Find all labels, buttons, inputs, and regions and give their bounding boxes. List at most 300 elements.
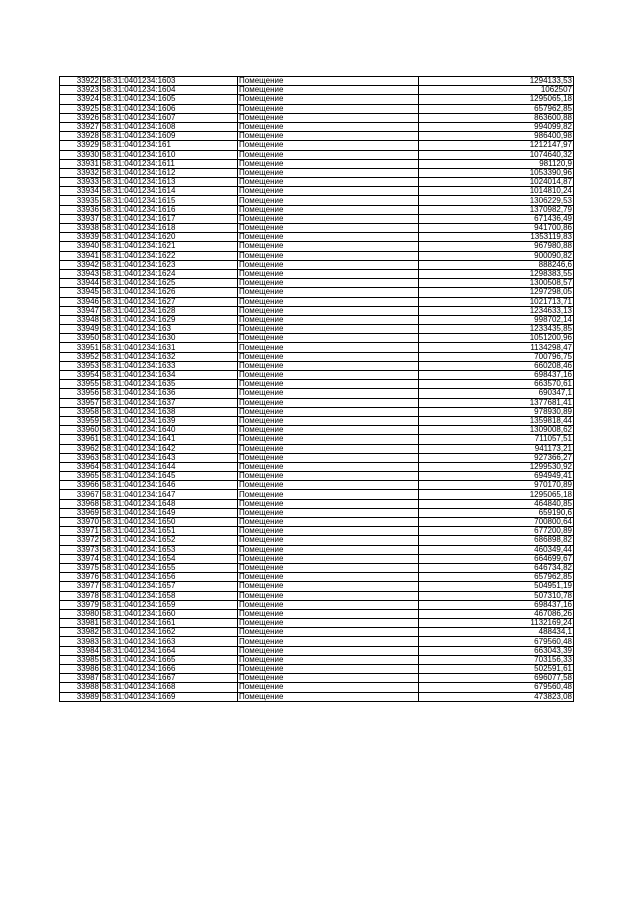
object-type-cell: Помещение bbox=[238, 600, 419, 609]
cadastral-number-cell: 58:31:0401234:1603 bbox=[101, 77, 238, 86]
object-type-cell: Помещение bbox=[238, 462, 419, 471]
table-row bbox=[60, 132, 574, 141]
row-number-cell: 33973 bbox=[60, 545, 101, 554]
cadastral-number-cell: 58:31:0401234:1641 bbox=[101, 435, 238, 444]
cadastral-number-cell: 58:31:0401234:1664 bbox=[101, 646, 238, 655]
object-type-cell: Помещение bbox=[238, 233, 419, 242]
table-row bbox=[60, 150, 574, 159]
object-type-cell: Помещение bbox=[238, 499, 419, 508]
cadastral-value-cell: 1298383,55 bbox=[419, 269, 574, 278]
object-type-cell: Помещение bbox=[238, 334, 419, 343]
object-type-cell: Помещение bbox=[238, 674, 419, 683]
row-number-cell: 33924 bbox=[60, 95, 101, 104]
row-number-cell: 33983 bbox=[60, 637, 101, 646]
cadastral-value-cell: 671436,49 bbox=[419, 214, 574, 223]
row-number-cell: 33944 bbox=[60, 279, 101, 288]
cadastral-number-cell: 58:31:0401234:1642 bbox=[101, 444, 238, 453]
cadastral-value-cell: 698437,16 bbox=[419, 600, 574, 609]
table-row bbox=[60, 297, 574, 306]
cadastral-number-cell: 58:31:0401234:1631 bbox=[101, 343, 238, 352]
row-number-cell: 33923 bbox=[60, 86, 101, 95]
cadastral-value-cell: 1234633,13 bbox=[419, 306, 574, 315]
cadastral-value-cell: 1024014,87 bbox=[419, 178, 574, 187]
table-row bbox=[60, 609, 574, 618]
table-row bbox=[60, 288, 574, 297]
object-type-cell: Помещение bbox=[238, 426, 419, 435]
cadastral-number-cell: 58:31:0401234:1653 bbox=[101, 545, 238, 554]
object-type-cell: Помещение bbox=[238, 288, 419, 297]
cadastral-value-cell: 664699,67 bbox=[419, 554, 574, 563]
table-row bbox=[60, 196, 574, 205]
cadastral-value-cell: 677200,89 bbox=[419, 527, 574, 536]
row-number-cell: 33979 bbox=[60, 600, 101, 609]
table-row bbox=[60, 646, 574, 655]
object-type-cell: Помещение bbox=[238, 683, 419, 692]
cadastral-number-cell: 58:31:0401234:1628 bbox=[101, 306, 238, 315]
cadastral-number-cell: 58:31:0401234:1607 bbox=[101, 113, 238, 122]
table-row bbox=[60, 306, 574, 315]
cadastral-value-cell: 700800,64 bbox=[419, 518, 574, 527]
object-type-cell: Помещение bbox=[238, 554, 419, 563]
table-row bbox=[60, 334, 574, 343]
cadastral-value-cell: 1051200,96 bbox=[419, 334, 574, 343]
table-row bbox=[60, 343, 574, 352]
table-row bbox=[60, 168, 574, 177]
table-row bbox=[60, 435, 574, 444]
cadastral-number-cell: 58:31:0401234:1624 bbox=[101, 269, 238, 278]
object-type-cell: Помещение bbox=[238, 205, 419, 214]
table-row bbox=[60, 279, 574, 288]
cadastral-number-cell: 58:31:0401234:1652 bbox=[101, 536, 238, 545]
cadastral-value-cell: 686898,82 bbox=[419, 536, 574, 545]
cadastral-number-cell: 58:31:0401234:1651 bbox=[101, 527, 238, 536]
row-number-cell: 33939 bbox=[60, 233, 101, 242]
row-number-cell: 33963 bbox=[60, 453, 101, 462]
cadastral-value-cell: 660208,46 bbox=[419, 361, 574, 370]
cadastral-number-cell: 58:31:0401234:1654 bbox=[101, 554, 238, 563]
row-number-cell: 33930 bbox=[60, 150, 101, 159]
row-number-cell: 33940 bbox=[60, 242, 101, 251]
object-type-cell: Помещение bbox=[238, 508, 419, 517]
cadastral-value-cell: 1370982,79 bbox=[419, 205, 574, 214]
row-number-cell: 33922 bbox=[60, 77, 101, 86]
object-type-cell: Помещение bbox=[238, 113, 419, 122]
object-type-cell: Помещение bbox=[238, 196, 419, 205]
table-row bbox=[60, 407, 574, 416]
object-type-cell: Помещение bbox=[238, 159, 419, 168]
cadastral-number-cell: 58:31:0401234:1663 bbox=[101, 637, 238, 646]
cadastral-value-cell: 646734,82 bbox=[419, 563, 574, 572]
table-row bbox=[60, 389, 574, 398]
row-number-cell: 33984 bbox=[60, 646, 101, 655]
table-row bbox=[60, 665, 574, 674]
cadastral-value-cell: 1074640,32 bbox=[419, 150, 574, 159]
object-type-cell: Помещение bbox=[238, 187, 419, 196]
table-row bbox=[60, 205, 574, 214]
cadastral-number-cell: 58:31:0401234:1647 bbox=[101, 490, 238, 499]
table-row bbox=[60, 490, 574, 499]
table-row bbox=[60, 600, 574, 609]
table-row bbox=[60, 472, 574, 481]
cadastral-number-cell: 58:31:0401234:1629 bbox=[101, 315, 238, 324]
table-row bbox=[60, 315, 574, 324]
object-type-cell: Помещение bbox=[238, 306, 419, 315]
object-type-cell: Помещение bbox=[238, 481, 419, 490]
cadastral-value-cell: 663043,39 bbox=[419, 646, 574, 655]
cadastral-number-cell: 58:31:0401234:1635 bbox=[101, 380, 238, 389]
row-number-cell: 33954 bbox=[60, 371, 101, 380]
row-number-cell: 33967 bbox=[60, 490, 101, 499]
cadastral-value-cell: 1021713,71 bbox=[419, 297, 574, 306]
cadastral-number-cell: 58:31:0401234:1658 bbox=[101, 591, 238, 600]
table-row bbox=[60, 260, 574, 269]
table-row bbox=[60, 380, 574, 389]
cadastral-number-cell: 58:31:0401234:1620 bbox=[101, 233, 238, 242]
cadastral-number-cell: 58:31:0401234:1669 bbox=[101, 692, 238, 701]
cadastral-value-cell: 711057,51 bbox=[419, 435, 574, 444]
table-row bbox=[60, 683, 574, 692]
cadastral-value-cell: 464840,85 bbox=[419, 499, 574, 508]
cadastral-number-cell: 58:31:0401234:1639 bbox=[101, 416, 238, 425]
cadastral-number-cell: 58:31:0401234:1633 bbox=[101, 361, 238, 370]
cadastral-value-cell: 473823,08 bbox=[419, 692, 574, 701]
row-number-cell: 33953 bbox=[60, 361, 101, 370]
cadastral-value-cell: 657962,85 bbox=[419, 104, 574, 113]
row-number-cell: 33969 bbox=[60, 508, 101, 517]
cadastral-value-cell: 502591,61 bbox=[419, 665, 574, 674]
object-type-cell: Помещение bbox=[238, 371, 419, 380]
cadastral-value-cell: 698437,16 bbox=[419, 371, 574, 380]
cadastral-number-cell: 58:31:0401234:1646 bbox=[101, 481, 238, 490]
row-number-cell: 33987 bbox=[60, 674, 101, 683]
cadastral-number-cell: 58:31:0401234:1668 bbox=[101, 683, 238, 692]
row-number-cell: 33951 bbox=[60, 343, 101, 352]
cadastral-value-cell: 694949,41 bbox=[419, 472, 574, 481]
cadastral-value-cell: 941700,86 bbox=[419, 224, 574, 233]
table-row bbox=[60, 554, 574, 563]
cadastral-value-cell: 1132169,24 bbox=[419, 619, 574, 628]
cadastral-number-cell: 58:31:0401234:1645 bbox=[101, 472, 238, 481]
cadastral-value-cell: 970170,89 bbox=[419, 481, 574, 490]
row-number-cell: 33980 bbox=[60, 609, 101, 618]
table-row bbox=[60, 692, 574, 701]
row-number-cell: 33947 bbox=[60, 306, 101, 315]
cadastral-value-cell: 986400,98 bbox=[419, 132, 574, 141]
table-row bbox=[60, 536, 574, 545]
table-row bbox=[60, 86, 574, 95]
row-number-cell: 33942 bbox=[60, 260, 101, 269]
cadastral-value-cell: 467086,26 bbox=[419, 609, 574, 618]
object-type-cell: Помещение bbox=[238, 609, 419, 618]
table-row bbox=[60, 619, 574, 628]
object-type-cell: Помещение bbox=[238, 380, 419, 389]
table-row bbox=[60, 453, 574, 462]
row-number-cell: 33935 bbox=[60, 196, 101, 205]
row-number-cell: 33929 bbox=[60, 141, 101, 150]
cadastral-number-cell: 58:31:0401234:1625 bbox=[101, 279, 238, 288]
cadastral-number-cell: 58:31:0401234:1618 bbox=[101, 224, 238, 233]
cadastral-number-cell: 58:31:0401234:1655 bbox=[101, 563, 238, 572]
table-row bbox=[60, 591, 574, 600]
table-row bbox=[60, 187, 574, 196]
object-type-cell: Помещение bbox=[238, 122, 419, 131]
cadastral-number-cell: 58:31:0401234:1610 bbox=[101, 150, 238, 159]
cadastral-value-cell: 998702,14 bbox=[419, 315, 574, 324]
cadastral-number-cell: 58:31:0401234:1649 bbox=[101, 508, 238, 517]
object-type-cell: Помещение bbox=[238, 224, 419, 233]
cadastral-value-cell: 659190,6 bbox=[419, 508, 574, 517]
cadastral-value-cell: 1134298,47 bbox=[419, 343, 574, 352]
cadastral-value-cell: 941173,21 bbox=[419, 444, 574, 453]
row-number-cell: 33945 bbox=[60, 288, 101, 297]
row-number-cell: 33949 bbox=[60, 325, 101, 334]
object-type-cell: Помещение bbox=[238, 242, 419, 251]
cadastral-number-cell: 58:31:0401234:1662 bbox=[101, 628, 238, 637]
cadastral-number-cell: 58:31:0401234:1617 bbox=[101, 214, 238, 223]
cadastral-value-cell: 679560,48 bbox=[419, 683, 574, 692]
row-number-cell: 33950 bbox=[60, 334, 101, 343]
object-type-cell: Помещение bbox=[238, 178, 419, 187]
row-number-cell: 33978 bbox=[60, 591, 101, 600]
object-type-cell: Помещение bbox=[238, 646, 419, 655]
row-number-cell: 33971 bbox=[60, 527, 101, 536]
row-number-cell: 33966 bbox=[60, 481, 101, 490]
row-number-cell: 33941 bbox=[60, 251, 101, 260]
row-number-cell: 33962 bbox=[60, 444, 101, 453]
object-type-cell: Помещение bbox=[238, 104, 419, 113]
table-row bbox=[60, 269, 574, 278]
table-row bbox=[60, 251, 574, 260]
object-type-cell: Помещение bbox=[238, 269, 419, 278]
object-type-cell: Помещение bbox=[238, 692, 419, 701]
row-number-cell: 33975 bbox=[60, 563, 101, 572]
object-type-cell: Помещение bbox=[238, 453, 419, 462]
table-row bbox=[60, 426, 574, 435]
row-number-cell: 33937 bbox=[60, 214, 101, 223]
object-type-cell: Помещение bbox=[238, 251, 419, 260]
row-number-cell: 33982 bbox=[60, 628, 101, 637]
table-row bbox=[60, 95, 574, 104]
row-number-cell: 33943 bbox=[60, 269, 101, 278]
cadastral-value-cell: 981120,9 bbox=[419, 159, 574, 168]
cadastral-number-cell: 58:31:0401234:1640 bbox=[101, 426, 238, 435]
row-number-cell: 33948 bbox=[60, 315, 101, 324]
cadastral-number-cell: 58:31:0401234:1650 bbox=[101, 518, 238, 527]
cadastral-number-cell: 58:31:0401234:163 bbox=[101, 325, 238, 334]
row-number-cell: 33989 bbox=[60, 692, 101, 701]
cadastral-value-cell: 679560,48 bbox=[419, 637, 574, 646]
table-row bbox=[60, 582, 574, 591]
cadastral-value-cell: 1212147,97 bbox=[419, 141, 574, 150]
object-type-cell: Помещение bbox=[238, 637, 419, 646]
cadastral-number-cell: 58:31:0401234:1621 bbox=[101, 242, 238, 251]
cadastral-number-cell: 58:31:0401234:1659 bbox=[101, 600, 238, 609]
row-number-cell: 33974 bbox=[60, 554, 101, 563]
cadastral-value-cell: 978930,89 bbox=[419, 407, 574, 416]
cadastral-number-cell: 58:31:0401234:1666 bbox=[101, 665, 238, 674]
table-row bbox=[60, 113, 574, 122]
object-type-cell: Помещение bbox=[238, 325, 419, 334]
cadastral-number-cell: 58:31:0401234:1609 bbox=[101, 132, 238, 141]
cadastral-value-cell: 657962,85 bbox=[419, 573, 574, 582]
cadastral-value-cell: 1294133,53 bbox=[419, 77, 574, 86]
table-row bbox=[60, 361, 574, 370]
cadastral-number-cell: 58:31:0401234:161 bbox=[101, 141, 238, 150]
table-row bbox=[60, 77, 574, 86]
cadastral-value-cell: 1377681,41 bbox=[419, 398, 574, 407]
object-type-cell: Помещение bbox=[238, 352, 419, 361]
object-type-cell: Помещение bbox=[238, 315, 419, 324]
object-type-cell: Помещение bbox=[238, 86, 419, 95]
cadastral-value-cell: 488434,1 bbox=[419, 628, 574, 637]
cadastral-value-cell: 994099,82 bbox=[419, 122, 574, 131]
object-type-cell: Помещение bbox=[238, 563, 419, 572]
row-number-cell: 33934 bbox=[60, 187, 101, 196]
object-type-cell: Помещение bbox=[238, 279, 419, 288]
row-number-cell: 33927 bbox=[60, 122, 101, 131]
cadastral-number-cell: 58:31:0401234:1656 bbox=[101, 573, 238, 582]
object-type-cell: Помещение bbox=[238, 527, 419, 536]
table-row bbox=[60, 104, 574, 113]
cadastral-value-cell: 663570,61 bbox=[419, 380, 574, 389]
object-type-cell: Помещение bbox=[238, 343, 419, 352]
cadastral-number-cell: 58:31:0401234:1632 bbox=[101, 352, 238, 361]
table-row bbox=[60, 398, 574, 407]
object-type-cell: Помещение bbox=[238, 591, 419, 600]
object-type-cell: Помещение bbox=[238, 141, 419, 150]
row-number-cell: 33957 bbox=[60, 398, 101, 407]
row-number-cell: 33938 bbox=[60, 224, 101, 233]
cadastral-number-cell: 58:31:0401234:1606 bbox=[101, 104, 238, 113]
table-row bbox=[60, 444, 574, 453]
row-number-cell: 33972 bbox=[60, 536, 101, 545]
cadastral-value-cell: 900090,82 bbox=[419, 251, 574, 260]
cadastral-number-cell: 58:31:0401234:1660 bbox=[101, 609, 238, 618]
table-row bbox=[60, 637, 574, 646]
object-type-cell: Помещение bbox=[238, 536, 419, 545]
table-row bbox=[60, 352, 574, 361]
cadastral-value-cell: 888246,6 bbox=[419, 260, 574, 269]
row-number-cell: 33986 bbox=[60, 665, 101, 674]
cadastral-value-cell: 1295065,18 bbox=[419, 95, 574, 104]
cadastral-value-cell: 863600,88 bbox=[419, 113, 574, 122]
table-row bbox=[60, 674, 574, 683]
cadastral-value-cell: 507310,78 bbox=[419, 591, 574, 600]
object-type-cell: Помещение bbox=[238, 472, 419, 481]
cadastral-number-cell: 58:31:0401234:1636 bbox=[101, 389, 238, 398]
row-number-cell: 33976 bbox=[60, 573, 101, 582]
cadastral-value-cell: 690347,1 bbox=[419, 389, 574, 398]
cadastral-value-cell: 1062507 bbox=[419, 86, 574, 95]
row-number-cell: 33955 bbox=[60, 380, 101, 389]
cadastral-number-cell: 58:31:0401234:1608 bbox=[101, 122, 238, 131]
object-type-cell: Помещение bbox=[238, 582, 419, 591]
cadastral-value-cell: 1353119,83 bbox=[419, 233, 574, 242]
table-row bbox=[60, 628, 574, 637]
object-type-cell: Помещение bbox=[238, 389, 419, 398]
object-type-cell: Помещение bbox=[238, 398, 419, 407]
table-row bbox=[60, 462, 574, 471]
table-row bbox=[60, 416, 574, 425]
cadastral-value-cell: 1309008,62 bbox=[419, 426, 574, 435]
table-row bbox=[60, 122, 574, 131]
object-type-cell: Помещение bbox=[238, 150, 419, 159]
object-type-cell: Помещение bbox=[238, 545, 419, 554]
cadastral-number-cell: 58:31:0401234:1643 bbox=[101, 453, 238, 462]
row-number-cell: 33981 bbox=[60, 619, 101, 628]
cadastral-value-cell: 460349,44 bbox=[419, 545, 574, 554]
cadastral-value-cell: 1299530,92 bbox=[419, 462, 574, 471]
cadastral-number-cell: 58:31:0401234:1613 bbox=[101, 178, 238, 187]
cadastral-number-cell: 58:31:0401234:1616 bbox=[101, 205, 238, 214]
cadastral-number-cell: 58:31:0401234:1604 bbox=[101, 86, 238, 95]
row-number-cell: 33959 bbox=[60, 416, 101, 425]
table-row bbox=[60, 655, 574, 664]
cadastral-number-cell: 58:31:0401234:1614 bbox=[101, 187, 238, 196]
object-type-cell: Помещение bbox=[238, 260, 419, 269]
cadastral-value-cell: 696077,58 bbox=[419, 674, 574, 683]
row-number-cell: 33960 bbox=[60, 426, 101, 435]
object-type-cell: Помещение bbox=[238, 77, 419, 86]
table-row bbox=[60, 573, 574, 582]
row-number-cell: 33933 bbox=[60, 178, 101, 187]
object-type-cell: Помещение bbox=[238, 361, 419, 370]
row-number-cell: 33936 bbox=[60, 205, 101, 214]
cadastral-number-cell: 58:31:0401234:1648 bbox=[101, 499, 238, 508]
object-type-cell: Помещение bbox=[238, 416, 419, 425]
object-type-cell: Помещение bbox=[238, 573, 419, 582]
object-type-cell: Помещение bbox=[238, 628, 419, 637]
cadastral-value-cell: 1300508,57 bbox=[419, 279, 574, 288]
table-row bbox=[60, 141, 574, 150]
cadastral-number-cell: 58:31:0401234:1638 bbox=[101, 407, 238, 416]
object-type-cell: Помещение bbox=[238, 518, 419, 527]
cadastral-number-cell: 58:31:0401234:1611 bbox=[101, 159, 238, 168]
table-row bbox=[60, 214, 574, 223]
cadastral-value-cell: 1295065,18 bbox=[419, 490, 574, 499]
table-row bbox=[60, 224, 574, 233]
row-number-cell: 33977 bbox=[60, 582, 101, 591]
registry-table bbox=[59, 76, 574, 702]
object-type-cell: Помещение bbox=[238, 407, 419, 416]
cadastral-number-cell: 58:31:0401234:1615 bbox=[101, 196, 238, 205]
object-type-cell: Помещение bbox=[238, 444, 419, 453]
row-number-cell: 33968 bbox=[60, 499, 101, 508]
cadastral-number-cell: 58:31:0401234:1665 bbox=[101, 655, 238, 664]
row-number-cell: 33958 bbox=[60, 407, 101, 416]
table-row bbox=[60, 527, 574, 536]
cadastral-number-cell: 58:31:0401234:1622 bbox=[101, 251, 238, 260]
row-number-cell: 33964 bbox=[60, 462, 101, 471]
table-row bbox=[60, 518, 574, 527]
table-row bbox=[60, 233, 574, 242]
cadastral-value-cell: 1053390,96 bbox=[419, 168, 574, 177]
row-number-cell: 33928 bbox=[60, 132, 101, 141]
row-number-cell: 33926 bbox=[60, 113, 101, 122]
table-row bbox=[60, 371, 574, 380]
table-row bbox=[60, 325, 574, 334]
cadastral-number-cell: 58:31:0401234:1637 bbox=[101, 398, 238, 407]
object-type-cell: Помещение bbox=[238, 214, 419, 223]
cadastral-value-cell: 1014810,24 bbox=[419, 187, 574, 196]
row-number-cell: 33985 bbox=[60, 655, 101, 664]
object-type-cell: Помещение bbox=[238, 490, 419, 499]
table-row bbox=[60, 242, 574, 251]
row-number-cell: 33965 bbox=[60, 472, 101, 481]
cadastral-number-cell: 58:31:0401234:1623 bbox=[101, 260, 238, 269]
row-number-cell: 33925 bbox=[60, 104, 101, 113]
cadastral-number-cell: 58:31:0401234:1657 bbox=[101, 582, 238, 591]
